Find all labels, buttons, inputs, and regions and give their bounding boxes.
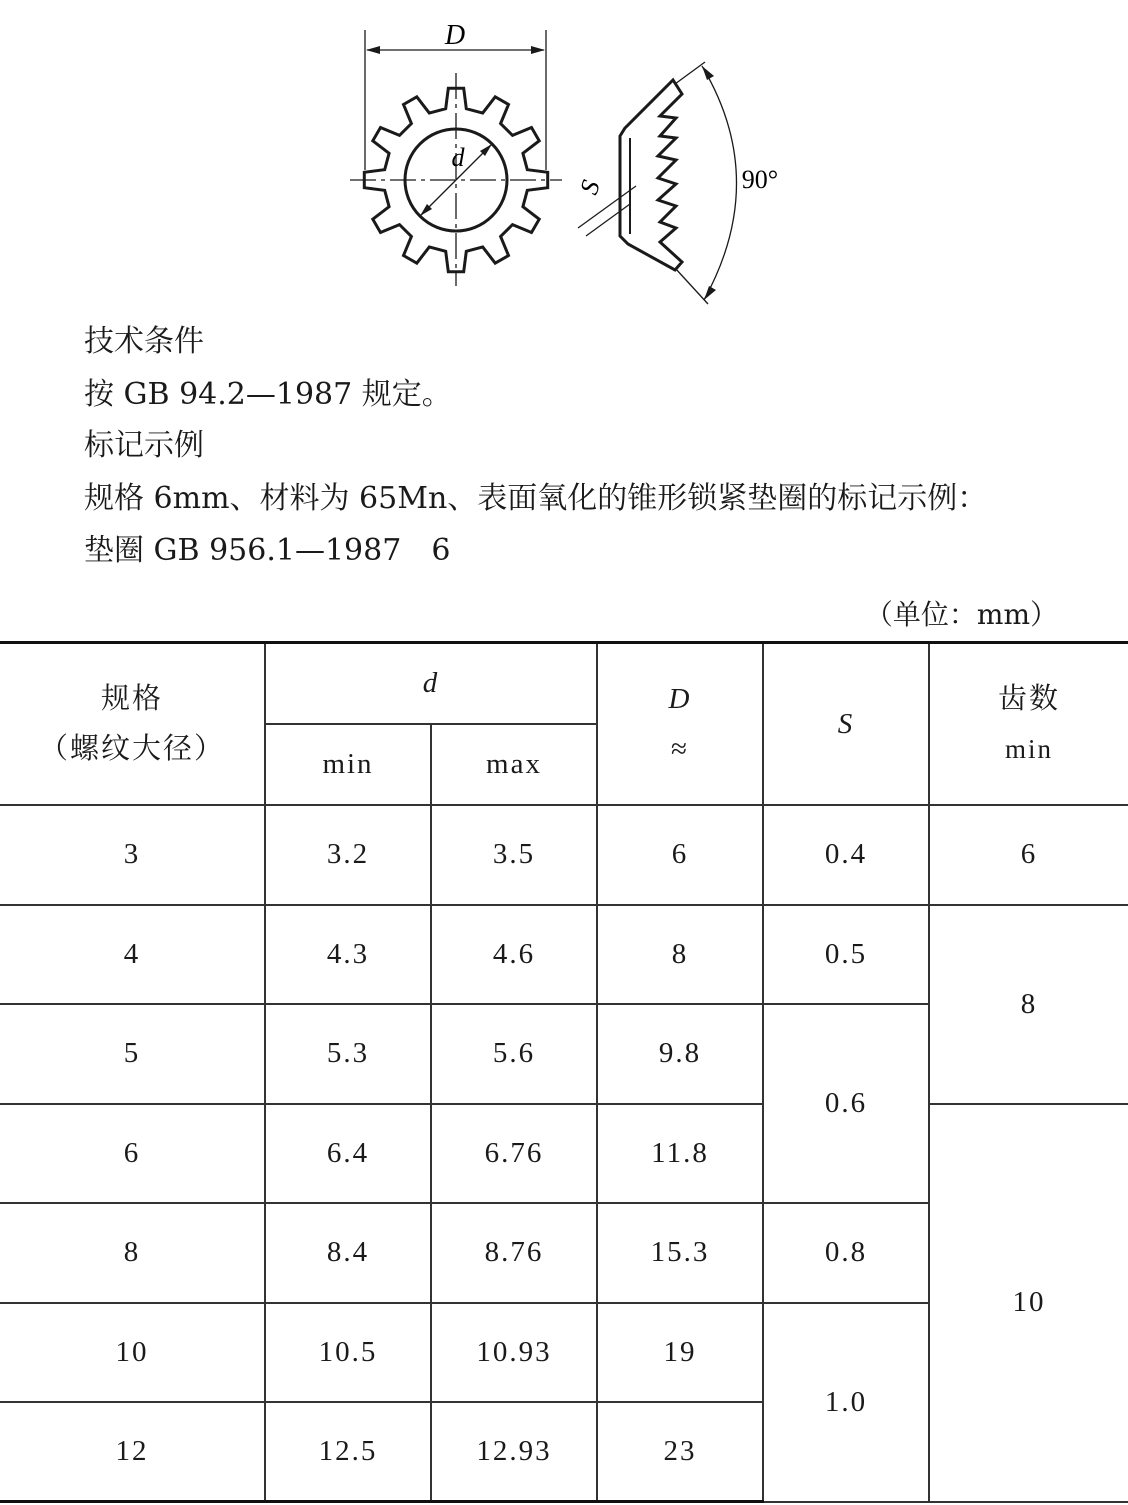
cell-d-min: 10.5 [265, 1303, 431, 1402]
cell-d-min: 8.4 [265, 1203, 431, 1302]
tech-conditions-body: 按 GB 94.2—1987 规定。 [84, 377, 452, 412]
cell-teeth: 8 [929, 905, 1128, 1104]
dim-S-line-2 [586, 204, 630, 236]
cell-d-max: 3.5 [431, 805, 597, 904]
cell-d-max: 5.6 [431, 1004, 597, 1103]
header-D: D ≈ [597, 643, 763, 806]
angle-arrow-bottom [704, 286, 716, 300]
cell-teeth: 10 [929, 1104, 1128, 1502]
angle-extension-bottom [675, 268, 708, 304]
angle-extension-top [675, 62, 705, 84]
cell-d-max: 8.76 [431, 1203, 597, 1302]
cell-D: 23 [597, 1402, 763, 1502]
header-d-min: min [265, 724, 431, 805]
cell-d-min: 12.5 [265, 1402, 431, 1502]
cell-D: 15.3 [597, 1203, 763, 1302]
cell-d-min: 6.4 [265, 1104, 431, 1203]
cell-spec: 8 [0, 1203, 265, 1302]
cell-S: 0.4 [763, 805, 929, 904]
unit-label: （单位：mm） [864, 598, 1058, 631]
cell-spec: 3 [0, 805, 265, 904]
dim-D-label: D [444, 20, 466, 51]
cell-teeth: 6 [929, 805, 1128, 904]
header-d: d [265, 643, 597, 724]
cell-D: 8 [597, 905, 763, 1004]
header-d-max: max [431, 724, 597, 805]
dim-S-label: S [574, 176, 606, 199]
table-header-row [0, 643, 1128, 724]
cell-D: 6 [597, 805, 763, 904]
washer-drawing [330, 18, 800, 318]
marking-example-designation: 垫圈 GB 956.1—1987 6 [84, 533, 451, 568]
cell-D: 19 [597, 1303, 763, 1402]
dim-D-arrow-left [366, 46, 380, 54]
angle-arc [702, 66, 737, 300]
cell-d-max: 4.6 [431, 905, 597, 1004]
table-row [0, 905, 1128, 1004]
cell-spec: 12 [0, 1402, 265, 1502]
cell-S: 0.5 [763, 905, 929, 1004]
marking-example-heading: 标记示例 [84, 428, 204, 463]
dim-d-label: d [451, 143, 465, 172]
angle-label: 90° [741, 165, 779, 194]
cell-S: 0.6 [763, 1004, 929, 1203]
tech-conditions-heading: 技术条件 [84, 324, 204, 359]
cell-d-max: 12.93 [431, 1402, 597, 1502]
cell-S: 0.8 [763, 1203, 929, 1302]
cell-D: 9.8 [597, 1004, 763, 1103]
header-teeth: 齿数 min [929, 643, 1128, 806]
table-row [0, 1104, 1128, 1203]
cell-d-max: 10.93 [431, 1303, 597, 1402]
cell-d-min: 3.2 [265, 805, 431, 904]
cell-d-min: 5.3 [265, 1004, 431, 1103]
header-S: S [763, 643, 929, 806]
cell-D: 11.8 [597, 1104, 763, 1203]
cell-spec: 4 [0, 905, 265, 1004]
header-spec: 规格 （螺纹大径） [0, 643, 265, 806]
washer-drawing-svg [330, 18, 800, 318]
cell-spec: 5 [0, 1004, 265, 1103]
cell-S: 1.0 [763, 1303, 929, 1502]
cell-spec: 6 [0, 1104, 265, 1203]
dim-D-arrow-right [531, 46, 545, 54]
marking-example-description: 规格 6mm、材料为 65Mn、表面氧化的锥形锁紧垫圈的标记示例： [84, 481, 988, 516]
cell-d-min: 4.3 [265, 905, 431, 1004]
angle-arrow-top [702, 66, 714, 80]
cell-spec: 10 [0, 1303, 265, 1402]
table-row [0, 805, 1128, 904]
cell-d-max: 6.76 [431, 1104, 597, 1203]
washer-spec-table [0, 641, 1128, 1503]
